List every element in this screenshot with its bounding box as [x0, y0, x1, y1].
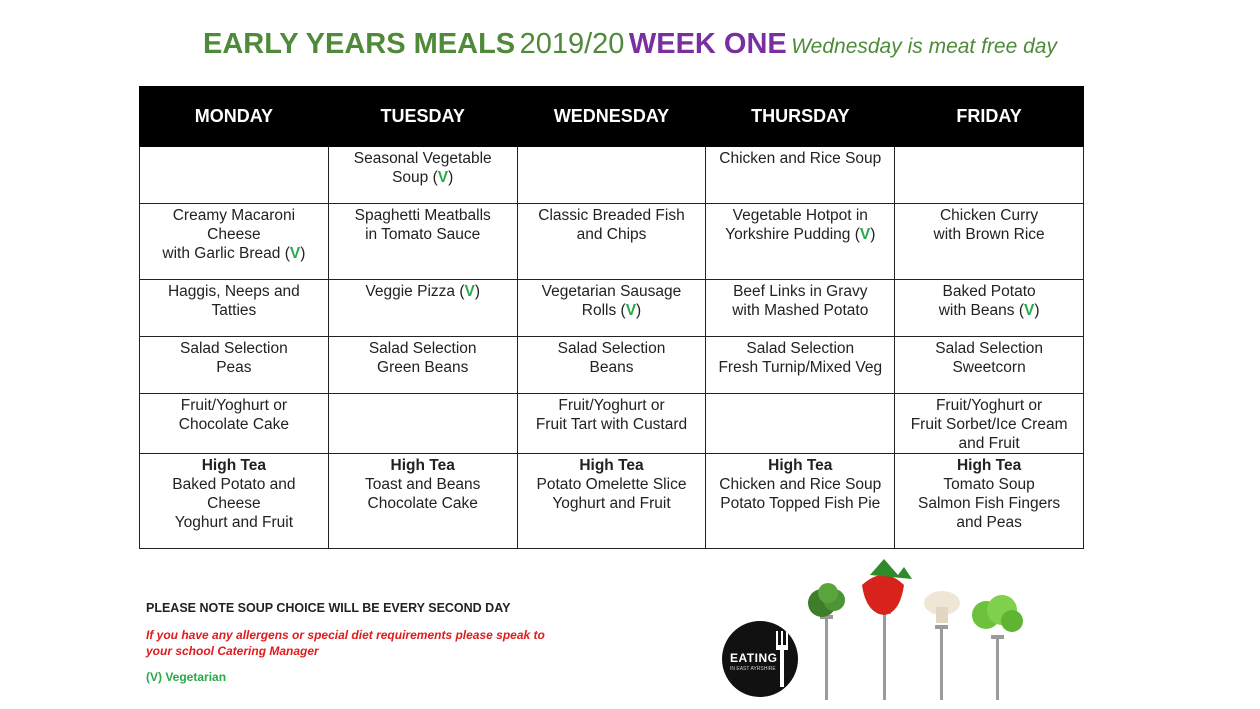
- mushroom-fork-icon: [924, 591, 960, 700]
- menu-cell: [140, 454, 329, 549]
- dish-text: Salad Selection Fresh Turnip/Mixed Veg: [718, 340, 883, 376]
- dish-text: Potato Omelette Slice Yoghurt and Fruit: [536, 476, 687, 512]
- title-year: 2019/20: [519, 28, 625, 60]
- dish-text: Vegetable Hotpot in Yorkshire Pudding (: [725, 207, 868, 243]
- menu-cell: [517, 280, 706, 337]
- menu-cell: [517, 147, 706, 204]
- menu-cell: [328, 454, 517, 549]
- dish-text: Baked Potato and Cheese Yoghurt and Fruit: [172, 476, 296, 531]
- menu-cell: [140, 204, 329, 280]
- dish-text: Salad Selection Peas: [180, 340, 288, 376]
- menu-cell: [895, 454, 1084, 549]
- title-week: WEEK ONE: [628, 28, 787, 60]
- dish-text: Fruit/Yoghurt or Fruit Sorbet/Ice Cream and Fruit: [910, 397, 1068, 452]
- menu-cell: [706, 454, 895, 549]
- menu-cell: [895, 147, 1084, 204]
- menu-row: [140, 147, 1084, 204]
- allergen-notice: If you have any allergens or special diet requirements please speak to your school Catering Manager: [146, 628, 545, 658]
- menu-cell: [140, 147, 329, 204]
- menu-row: [140, 280, 1084, 337]
- vegetarian-marker-close: ): [474, 283, 480, 300]
- menu-cell: [895, 204, 1084, 280]
- menu-cell: [517, 394, 706, 454]
- menu-cell: [706, 204, 895, 280]
- dish-text: Chicken and Rice Soup Potato Topped Fish Pie: [719, 476, 882, 512]
- dish-text: Spaghetti Meatballs in Tomato Sauce: [354, 207, 491, 243]
- vegetarian-marker-close: ): [636, 302, 642, 319]
- vegetarian-marker: V: [289, 245, 301, 262]
- dish-text: Seasonal Vegetable Soup (: [353, 150, 492, 186]
- vegetarian-marker-close: ): [448, 169, 454, 186]
- dish-text: Beef Links in Gravy with Mashed Potato: [732, 283, 869, 319]
- day-header-row: [140, 87, 1084, 147]
- dish-text: Toast and Beans Chocolate Cake: [364, 476, 481, 512]
- menu-cell: [706, 147, 895, 204]
- day-header: TUESDAY: [328, 87, 517, 147]
- soup-notice: PLEASE NOTE SOUP CHOICE WILL BE EVERY SECOND DAY: [146, 601, 511, 615]
- broccoli-fork-icon: [808, 583, 845, 700]
- dish-text: Haggis, Neeps and Tatties: [167, 283, 300, 319]
- menu-cell: [706, 337, 895, 394]
- menu-cell: [328, 394, 517, 454]
- dish-text: Fruit/Yoghurt or Chocolate Cake: [178, 397, 290, 433]
- vegetarian-marker-close: ): [870, 226, 876, 243]
- day-header: FRIDAY: [895, 87, 1084, 147]
- menu-row: [140, 394, 1084, 454]
- vegetarian-marker-close: ): [1034, 302, 1040, 319]
- menu-cell: [328, 204, 517, 280]
- title-note: Wednesday is meat free day: [791, 35, 1057, 58]
- dish-text: Salad Selection Sweetcorn: [935, 340, 1043, 376]
- dish-text: Salad Selection Green Beans: [368, 340, 477, 376]
- menu-cell: [517, 204, 706, 280]
- menu-table: [139, 86, 1084, 549]
- menu-cell: [517, 337, 706, 394]
- eating-logo: [722, 621, 798, 697]
- day-header: MONDAY: [140, 87, 329, 147]
- high-tea-heading: High Tea: [768, 457, 833, 474]
- high-tea-heading: High Tea: [956, 457, 1022, 474]
- menu-cell: [140, 280, 329, 337]
- menu-cell: [140, 337, 329, 394]
- dish-text: Veggie Pizza (: [365, 283, 465, 300]
- menu-row: [140, 337, 1084, 394]
- dish-text: Baked Potato with Beans (: [938, 283, 1036, 319]
- menu-cell: [895, 337, 1084, 394]
- menu-row: [140, 204, 1084, 280]
- menu-cell: [517, 454, 706, 549]
- dish-text: Fruit/Yoghurt or Fruit Tart with Custard: [535, 397, 688, 433]
- vegetarian-marker: V: [1023, 302, 1035, 319]
- fork-icon: [774, 631, 790, 687]
- dish-text: Chicken and Rice Soup: [719, 150, 882, 167]
- day-header: WEDNESDAY: [517, 87, 706, 147]
- menu-cell: [328, 147, 517, 204]
- food-forks-illustration: [800, 555, 1040, 700]
- dish-text: Chicken Curry with Brown Rice: [933, 207, 1045, 243]
- dish-text: Vegetarian Sausage Rolls (: [541, 283, 682, 319]
- menu-cell: [706, 394, 895, 454]
- lettuce-fork-icon: [972, 595, 1023, 700]
- menu-cell: [140, 394, 329, 454]
- dish-text: Salad Selection Beans: [557, 340, 666, 376]
- strawberry-fork-icon: [862, 559, 912, 700]
- dish-text: Tomato Soup Salmon Fish Fingers and Peas: [918, 476, 1061, 531]
- day-header: THURSDAY: [706, 87, 895, 147]
- vegetarian-marker: V: [464, 283, 475, 300]
- menu-cell: [895, 280, 1084, 337]
- high-tea-heading: High Tea: [579, 457, 644, 474]
- dish-text: Classic Breaded Fish and Chips: [538, 207, 685, 243]
- menu-row: [140, 454, 1084, 549]
- vegetarian-marker: V: [625, 302, 637, 319]
- vegetarian-marker-close: ): [300, 245, 306, 262]
- menu-cell: [328, 280, 517, 337]
- menu-cell: [895, 394, 1084, 454]
- vegetarian-marker: V: [437, 169, 449, 186]
- vegetarian-marker: V: [859, 226, 871, 243]
- high-tea-heading: High Tea: [390, 457, 455, 474]
- logo-subtext: IN EAST AYRSHIRE: [730, 666, 776, 672]
- high-tea-heading: High Tea: [201, 457, 267, 474]
- vegetarian-legend: (V) Vegetarian: [146, 670, 227, 684]
- page-title: [0, 28, 1260, 61]
- title-main: EARLY YEARS MEALS: [203, 28, 516, 60]
- menu-cell: [328, 337, 517, 394]
- logo-text: EATING: [730, 651, 778, 665]
- menu-cell: [706, 280, 895, 337]
- dish-text: Creamy Macaroni Cheese with Garlic Bread (: [162, 207, 296, 262]
